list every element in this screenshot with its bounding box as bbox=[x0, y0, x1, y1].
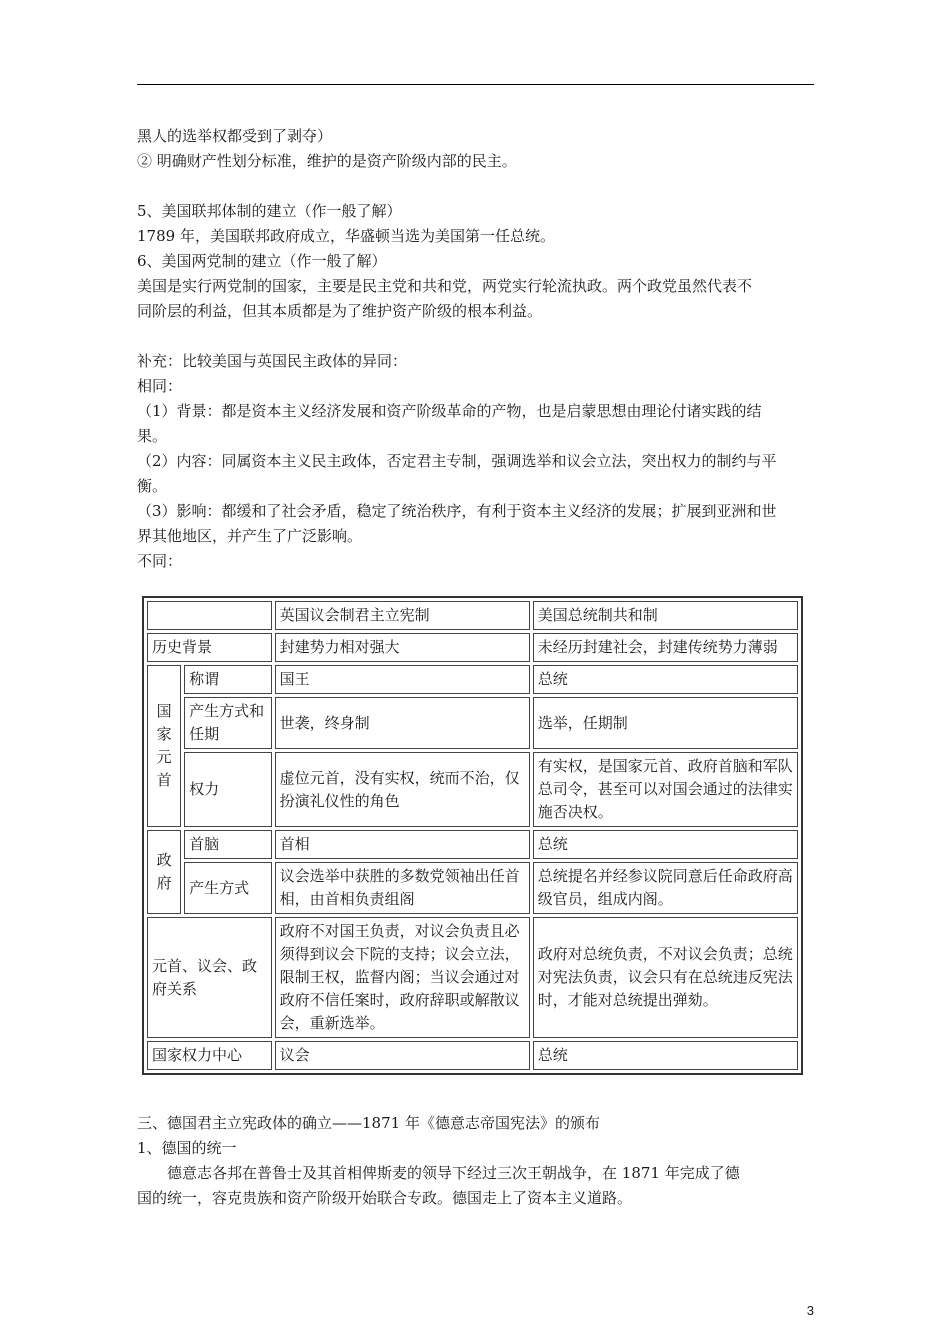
column-header-us: 美国总统制共和制 bbox=[533, 601, 798, 630]
column-header-uk: 英国议会制君主立宪制 bbox=[275, 601, 530, 630]
table-cell: 总统 bbox=[533, 830, 798, 859]
paragraph-line: 相同： bbox=[137, 377, 183, 395]
section-heading: 三、德国君主立宪政体的确立——1871 年《德意志帝国宪法》的颁布 bbox=[137, 1114, 600, 1132]
table-cell: 总统 bbox=[533, 665, 798, 694]
table-cell-empty bbox=[147, 601, 272, 630]
table-cell: 有实权，是国家元首、政府首脑和军队总司令，甚至可以对国会通过的法律实施否决权。 bbox=[533, 752, 798, 827]
paragraph-line: 黑人的选举权都受到了剥夺） bbox=[137, 127, 333, 145]
table-row bbox=[147, 917, 798, 1038]
paragraph-line: （3）影响：都缓和了社会矛盾，稳定了统治秩序，有利于资本主义经济的发展；扩展到亚洲和世 bbox=[137, 502, 777, 520]
row-label-power: 权力 bbox=[184, 752, 271, 827]
table-row bbox=[147, 1041, 798, 1070]
table-row bbox=[147, 862, 798, 914]
paragraph-line: 德意志各邦在普鲁士及其首相俾斯麦的领导下经过三次王朝战争，在 1871 年完成了德 bbox=[167, 1164, 740, 1182]
paragraph-line: ② 明确财产性划分标准，维护的是资产阶级内部的民主。 bbox=[137, 152, 517, 170]
section-heading: 6、美国两党制的建立（作一般了解） bbox=[137, 252, 387, 270]
paragraph-line: 补充：比较美国与英国民主政体的异同： bbox=[137, 352, 408, 370]
paragraph-line: 同阶层的利益，但其本质都是为了维护资产阶级的根本利益。 bbox=[137, 302, 543, 320]
table-cell: 世袭，终身制 bbox=[275, 697, 530, 749]
table-cell: 虚位元首，没有实权，统而不治，仅扮演礼仪性的角色 bbox=[275, 752, 530, 827]
table-cell: 选举，任期制 bbox=[533, 697, 798, 749]
row-label-title: 称谓 bbox=[184, 665, 271, 694]
paragraph-line: （1）背景：都是资本主义经济发展和资产阶级革命的产物，也是启蒙思想由理论付诸实践的结 bbox=[137, 402, 762, 420]
table-row bbox=[147, 665, 798, 694]
page-number: 3 bbox=[806, 1303, 814, 1318]
row-label-relation: 元首、议会、政府关系 bbox=[147, 917, 272, 1038]
header-rule bbox=[137, 84, 814, 85]
comparison-table bbox=[142, 596, 803, 1075]
paragraph-line: 界其他地区，并产生了广泛影响。 bbox=[137, 527, 363, 545]
table-row bbox=[147, 830, 798, 859]
table-cell: 首相 bbox=[275, 830, 530, 859]
table-cell: 议会 bbox=[275, 1041, 530, 1070]
row-label-method: 产生方式和任期 bbox=[184, 697, 271, 749]
paragraph-line: （2）内容：同属资本主义民主政体，否定君主专制，强调选举和议会立法，突出权力的制约与平 bbox=[137, 452, 777, 470]
row-label-background: 历史背景 bbox=[147, 633, 272, 662]
table-cell: 国王 bbox=[275, 665, 530, 694]
paragraph-line: 美国是实行两党制的国家，主要是民主党和共和党，两党实行轮流执政。两个政党虽然代表不 bbox=[137, 277, 753, 295]
table-cell: 政府不对国王负责，对议会负责且必须得到议会下院的支持；议会立法，限制王权，监督内阁；当议会通过对政府不信任案时，政府辞职或解散议会，重新选举。 bbox=[275, 917, 530, 1038]
table-cell: 未经历封建社会，封建传统势力薄弱 bbox=[533, 633, 798, 662]
table-cell: 封建势力相对强大 bbox=[275, 633, 530, 662]
paragraph-line: 衡。 bbox=[137, 477, 168, 495]
table-cell: 政府对总统负责，不对议会负责；总统对宪法负责，议会只有在总统违反宪法时，才能对总统提出弹劾。 bbox=[533, 917, 798, 1038]
table-row bbox=[147, 752, 798, 827]
table-cell: 总统 bbox=[533, 1041, 798, 1070]
paragraph-line: 国的统一，容克贵族和资产阶级开始联合专政。德国走上了资本主义道路。 bbox=[137, 1189, 633, 1207]
row-group-head-of-state: 国家元首 bbox=[147, 665, 181, 827]
table-row bbox=[147, 697, 798, 749]
section-heading: 1、德国的统一 bbox=[137, 1139, 237, 1157]
row-label-gov-head: 首脑 bbox=[184, 830, 271, 859]
table-cell: 议会选举中获胜的多数党领袖出任首相，由首相负责组阁 bbox=[275, 862, 530, 914]
table-row bbox=[147, 601, 798, 630]
paragraph-line: 不同： bbox=[137, 552, 183, 570]
paragraph-line: 果。 bbox=[137, 427, 168, 445]
row-label-gov-method: 产生方式 bbox=[184, 862, 271, 914]
table-cell: 总统提名并经参议院同意后任命政府高级官员，组成内阁。 bbox=[533, 862, 798, 914]
table-row bbox=[147, 633, 798, 662]
section-heading: 5、美国联邦体制的建立（作一般了解） bbox=[137, 202, 402, 220]
row-group-government: 政府 bbox=[147, 830, 181, 914]
row-label-center: 国家权力中心 bbox=[147, 1041, 272, 1070]
paragraph-line: 1789 年，美国联邦政府成立，华盛顿当选为美国第一任总统。 bbox=[137, 227, 555, 245]
